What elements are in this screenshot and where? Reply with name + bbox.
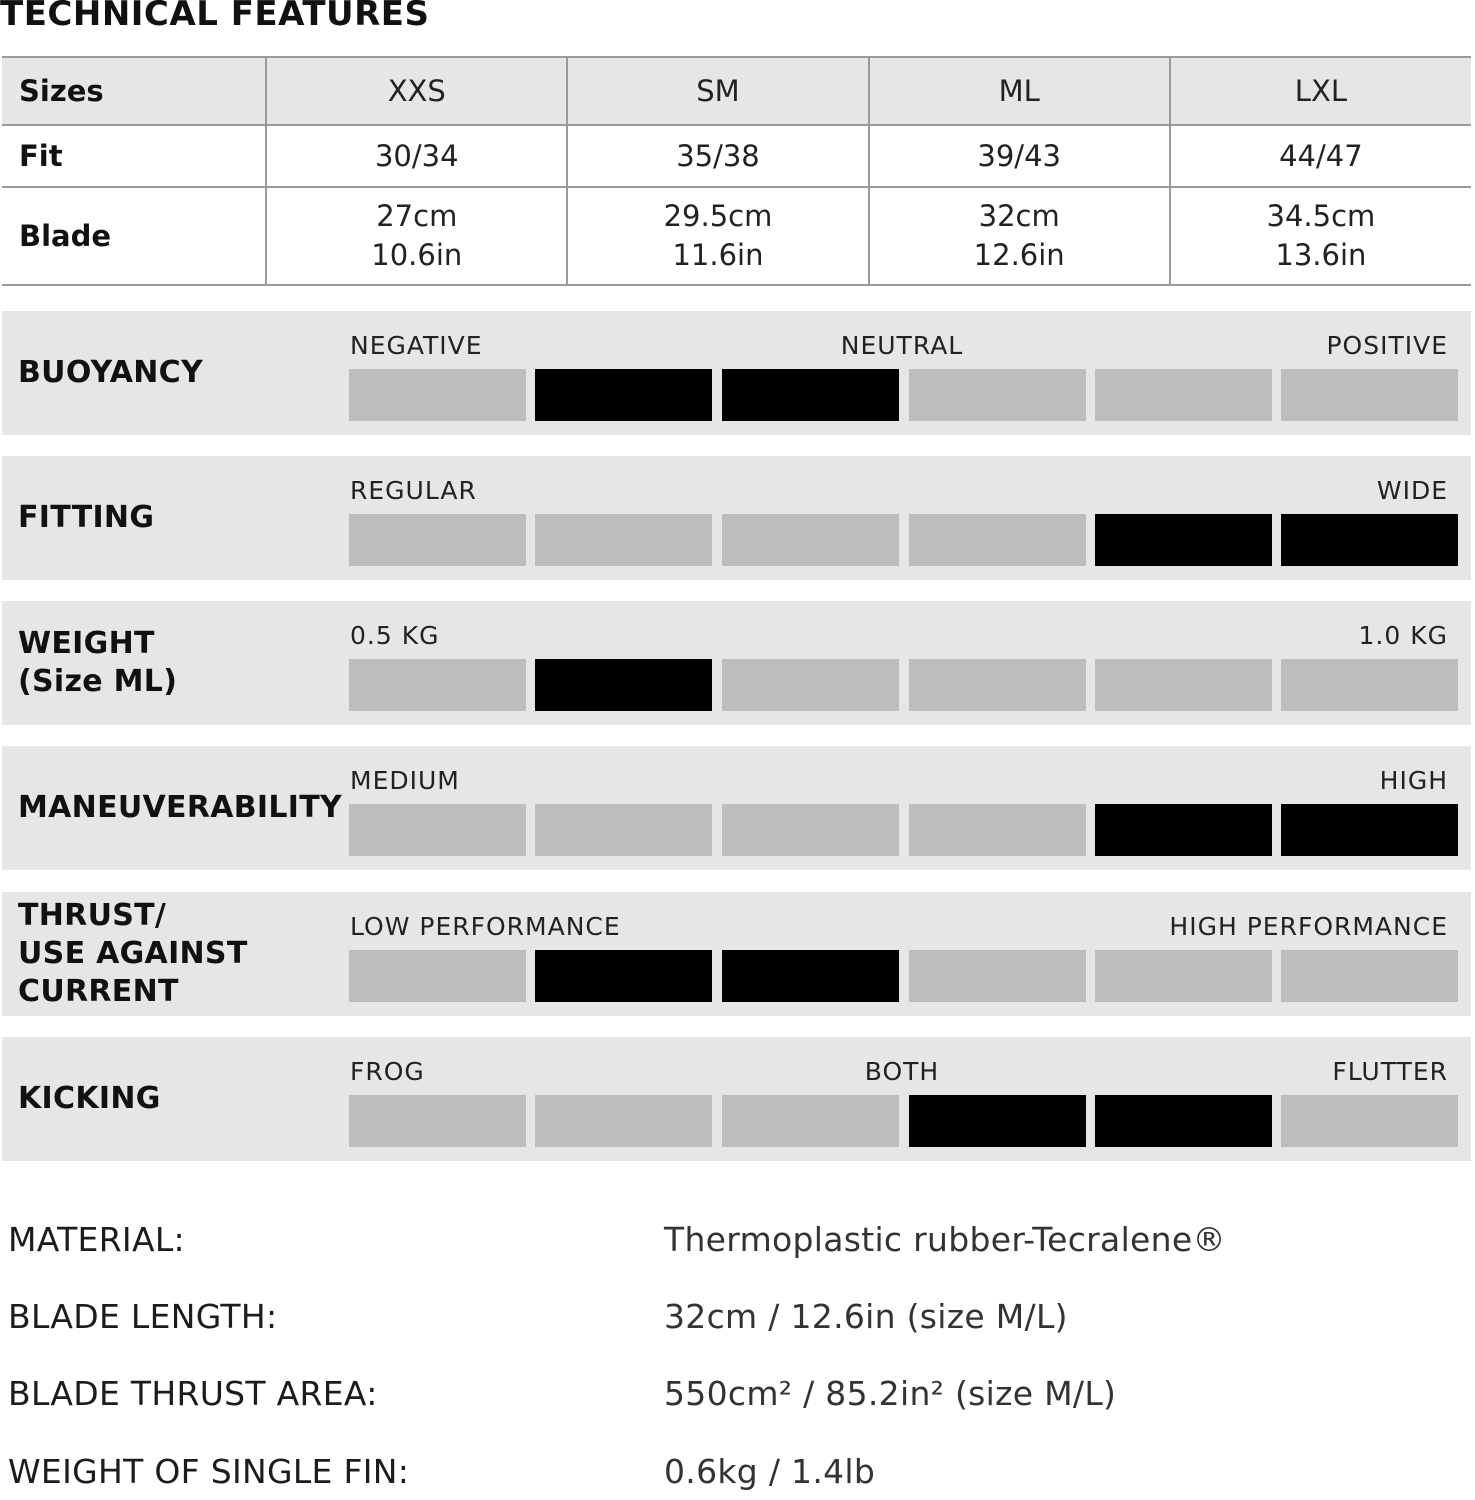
size-header-row: [2, 57, 1471, 125]
rating-label-line: KICKING: [18, 1081, 161, 1116]
rating-segment-empty: [722, 804, 899, 856]
scale-max-label: FLUTTER: [1332, 1057, 1448, 1086]
fit-row-label: Fit: [2, 125, 266, 187]
rating-segment-empty: [722, 659, 899, 711]
spec-label: BLADE THRUST AREA:: [8, 1374, 378, 1413]
rating-segment-empty: [909, 950, 1086, 1002]
rating-label-line: FITTING: [18, 500, 155, 535]
size-lxl: LXL: [1170, 57, 1471, 125]
rating-label: [18, 456, 338, 580]
blade-in: 11.6in: [672, 238, 764, 272]
rating-segment-empty: [1281, 369, 1458, 421]
rating-label-line: WEIGHT: [18, 626, 155, 661]
rating-segment-empty: [349, 369, 526, 421]
blade-cm: 27cm: [376, 199, 458, 233]
rating-segment-filled: [722, 369, 899, 421]
rating-row: [2, 746, 1471, 870]
blade-in: 12.6in: [973, 238, 1065, 272]
rating-row: [2, 311, 1471, 435]
fit-cell: 30/34: [266, 125, 567, 187]
rating-label: [18, 311, 338, 435]
scale-min-label: FROG: [350, 1057, 425, 1086]
scale-min-label: NEGATIVE: [350, 331, 483, 360]
rating-segment-empty: [1281, 1095, 1458, 1147]
rating-label-line: THRUST/: [18, 898, 167, 933]
rating-segment-empty: [535, 514, 712, 566]
scale-max-label: HIGH: [1379, 766, 1448, 795]
rating-row: [2, 1037, 1471, 1161]
rating-segment-empty: [909, 369, 1086, 421]
blade-in: 13.6in: [1275, 238, 1367, 272]
rating-segment-filled: [1281, 514, 1458, 566]
scale-max-label: 1.0 KG: [1358, 621, 1448, 650]
scale-max-label: WIDE: [1376, 476, 1448, 505]
scale-min-label: REGULAR: [350, 476, 477, 505]
rating-label-line: CURRENT: [18, 974, 179, 1009]
fit-row: [2, 125, 1471, 187]
spec-label: WEIGHT OF SINGLE FIN:: [8, 1452, 410, 1491]
rating-segment-empty: [722, 1095, 899, 1147]
spec-label: BLADE LENGTH:: [8, 1297, 278, 1336]
sizes-row-label: Sizes: [2, 57, 266, 125]
rating-segment-empty: [349, 514, 526, 566]
rating-segment-filled: [535, 659, 712, 711]
rating-label: [18, 892, 338, 1016]
page-title: TECHNICAL FEATURES: [0, 0, 430, 34]
rating-segment-empty: [349, 950, 526, 1002]
rating-row: [2, 456, 1471, 580]
rating-label: [18, 601, 338, 725]
scale-min-label: 0.5 KG: [350, 621, 440, 650]
size-ml: ML: [869, 57, 1170, 125]
scale-max-label: POSITIVE: [1326, 331, 1448, 360]
spec-value: 550cm² / 85.2in² (size M/L): [664, 1374, 1117, 1413]
rating-scale: [349, 369, 1459, 421]
rating-scale: [349, 1095, 1459, 1147]
blade-cm: 34.5cm: [1266, 199, 1376, 233]
scale-max-label: HIGH PERFORMANCE: [1169, 912, 1448, 941]
spec-value: 0.6kg / 1.4lb: [664, 1452, 876, 1491]
rating-label: [18, 1037, 338, 1161]
rating-segment-filled: [1095, 1095, 1272, 1147]
rating-segment-filled: [1095, 804, 1272, 856]
rating-row: [2, 601, 1471, 725]
rating-segment-empty: [1095, 659, 1272, 711]
rating-segment-empty: [349, 659, 526, 711]
rating-segment-empty: [349, 804, 526, 856]
rating-label-line: USE AGAINST: [18, 936, 248, 971]
rating-segment-empty: [1095, 950, 1272, 1002]
rating-scale: [349, 659, 1459, 711]
scale-mid-label: BOTH: [864, 1057, 940, 1086]
fit-cell: 35/38: [567, 125, 868, 187]
rating-segment-empty: [1281, 659, 1458, 711]
rating-segment-filled: [722, 950, 899, 1002]
rating-segment-empty: [722, 514, 899, 566]
rating-segment-empty: [535, 1095, 712, 1147]
rating-segment-empty: [1281, 950, 1458, 1002]
rating-segment-filled: [535, 369, 712, 421]
size-table: [2, 56, 1471, 286]
blade-in: 10.6in: [371, 238, 463, 272]
scale-mid-label: NEUTRAL: [840, 331, 964, 360]
blade-cell: [567, 187, 868, 285]
rating-segment-empty: [909, 514, 1086, 566]
blade-cm: 32cm: [978, 199, 1060, 233]
rating-segment-empty: [1095, 369, 1272, 421]
blade-cell: [1170, 187, 1471, 285]
blade-row: [2, 187, 1471, 285]
rating-segment-filled: [1281, 804, 1458, 856]
spec-value: Thermoplastic rubber-Tecralene®: [664, 1220, 1226, 1259]
fit-cell: 44/47: [1170, 125, 1471, 187]
fit-cell: 39/43: [869, 125, 1170, 187]
rating-row: [2, 892, 1471, 1016]
rating-segment-empty: [909, 804, 1086, 856]
rating-label-line: (Size ML): [18, 664, 178, 699]
rating-segment-filled: [909, 1095, 1086, 1147]
blade-cell: [266, 187, 567, 285]
rating-label-line: MANEUVERABILITY: [18, 790, 343, 825]
blade-cell: [869, 187, 1170, 285]
rating-scale: [349, 804, 1459, 856]
rating-scale: [349, 514, 1459, 566]
scale-min-label: LOW PERFORMANCE: [350, 912, 621, 941]
rating-scale: [349, 950, 1459, 1002]
rating-segment-empty: [909, 659, 1086, 711]
rating-segment-filled: [535, 950, 712, 1002]
rating-label-line: BUOYANCY: [18, 355, 203, 390]
blade-row-label: Blade: [2, 187, 266, 285]
rating-label: [18, 746, 343, 870]
rating-segment-filled: [1095, 514, 1272, 566]
scale-min-label: MEDIUM: [350, 766, 460, 795]
rating-segment-empty: [535, 804, 712, 856]
spec-label: MATERIAL:: [8, 1220, 185, 1259]
size-xxs: XXS: [266, 57, 567, 125]
blade-cm: 29.5cm: [663, 199, 773, 233]
rating-segment-empty: [349, 1095, 526, 1147]
spec-value: 32cm / 12.6in (size M/L): [664, 1297, 1068, 1336]
size-sm: SM: [567, 57, 868, 125]
